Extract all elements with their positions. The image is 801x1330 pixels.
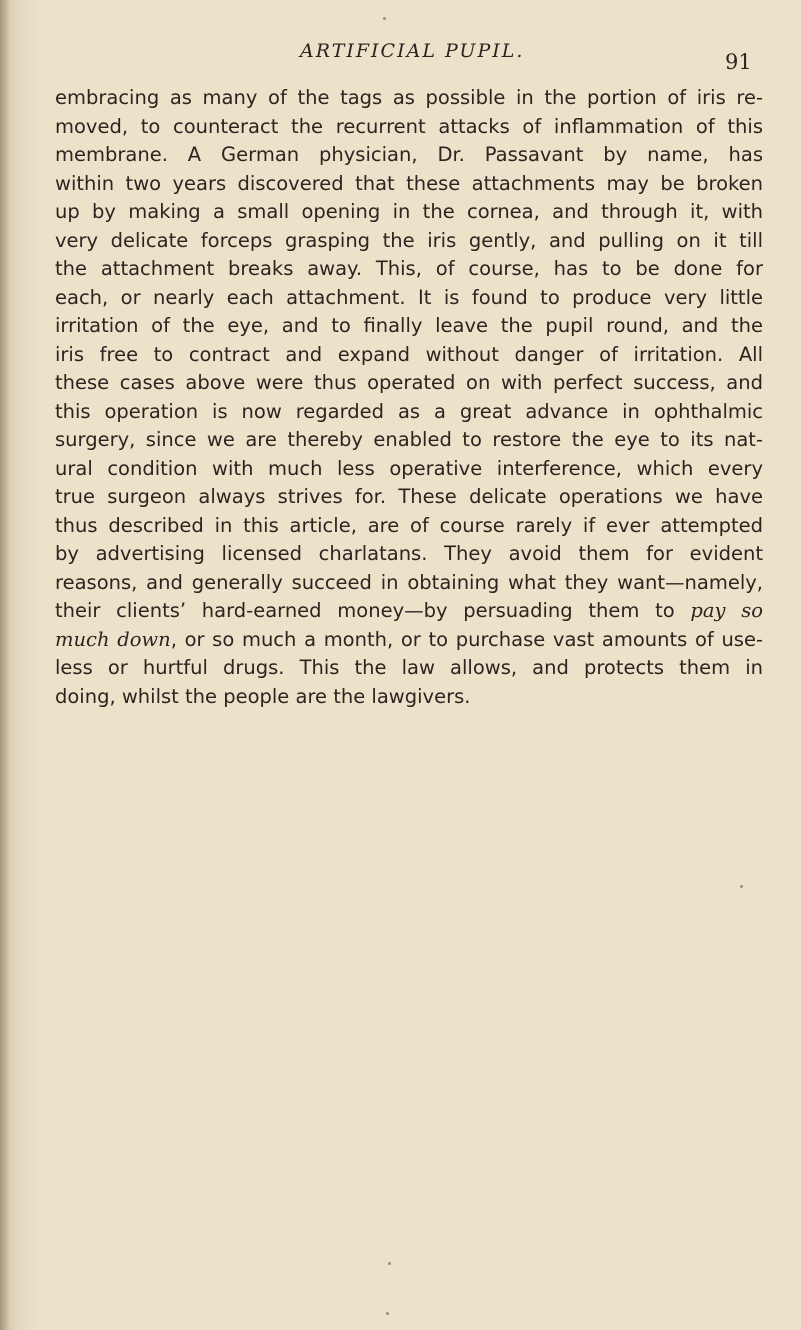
- text-line: up by making a small opening in the cornea, and through it, with: [55, 200, 763, 223]
- running-head: [0, 40, 801, 80]
- paper-speck: [386, 1312, 389, 1315]
- text-line: reasons, and generally succeed in obtaining what they want—namely,: [55, 570, 763, 594]
- page-number: 91: [725, 50, 752, 74]
- paper-speck: [383, 17, 386, 20]
- text-line: these cases above were thus operated on with perfect success, and: [55, 371, 763, 394]
- text-run: their clients’ hard-earned money—by persuading them to: [55, 599, 691, 622]
- text-line: less or hurtful drugs. This the law allows, and protects them in: [55, 656, 763, 679]
- text-run: , or so much a month, or to purchase vast amounts of use-: [170, 627, 763, 651]
- text-line: ural condition with much less operative interference, which every: [55, 456, 763, 480]
- text-line: moved, to counteract the recurrent attacks of inflammation of this: [55, 114, 763, 138]
- text-line: by advertising licensed charlatans. They avoid them for evident: [55, 542, 763, 565]
- text-line: membrane. A German physician, Dr. Passavant by name, has: [55, 143, 763, 166]
- paper-speck: [740, 885, 743, 888]
- text-line: this operation is now regarded as a great advance in ophthalmic: [55, 399, 763, 423]
- text-line: irritation of the eye, and to finally leave the pupil round, and the: [55, 314, 763, 337]
- text-line: thus described in this article, are of course rarely if ever attempted: [55, 513, 763, 537]
- text-line: iris free to contract and expand without danger of irritation. All: [55, 342, 763, 366]
- text-line: the attachment breaks away. This, of course, has to be done for: [55, 257, 763, 280]
- paper-speck: [388, 1262, 391, 1265]
- text-line: each, or nearly each attachment. It is found to produce very little: [55, 285, 763, 309]
- running-title: ARTIFICIAL PUPIL.: [300, 40, 525, 62]
- text-line: [55, 626, 763, 655]
- italic-emphasis: much down: [55, 627, 171, 651]
- text-line: doing, whilst the people are the lawgivers.: [55, 684, 471, 708]
- text-line: within two years discovered that these attachments may be broken: [55, 171, 763, 195]
- body-paragraph: [55, 84, 763, 711]
- italic-emphasis: pay so: [690, 599, 763, 622]
- text-line: embracing as many of the tags as possible in the portion of iris re-: [55, 86, 763, 109]
- page-gutter-shadow: [0, 0, 10, 1330]
- text-line: very delicate forceps grasping the iris gently, and pulling on it till: [55, 228, 763, 252]
- text-line: surgery, since we are thereby enabled to restore the eye to its nat-: [55, 428, 763, 451]
- text-line: [55, 597, 763, 626]
- text-line: true surgeon always strives for. These delicate operations we have: [55, 485, 763, 508]
